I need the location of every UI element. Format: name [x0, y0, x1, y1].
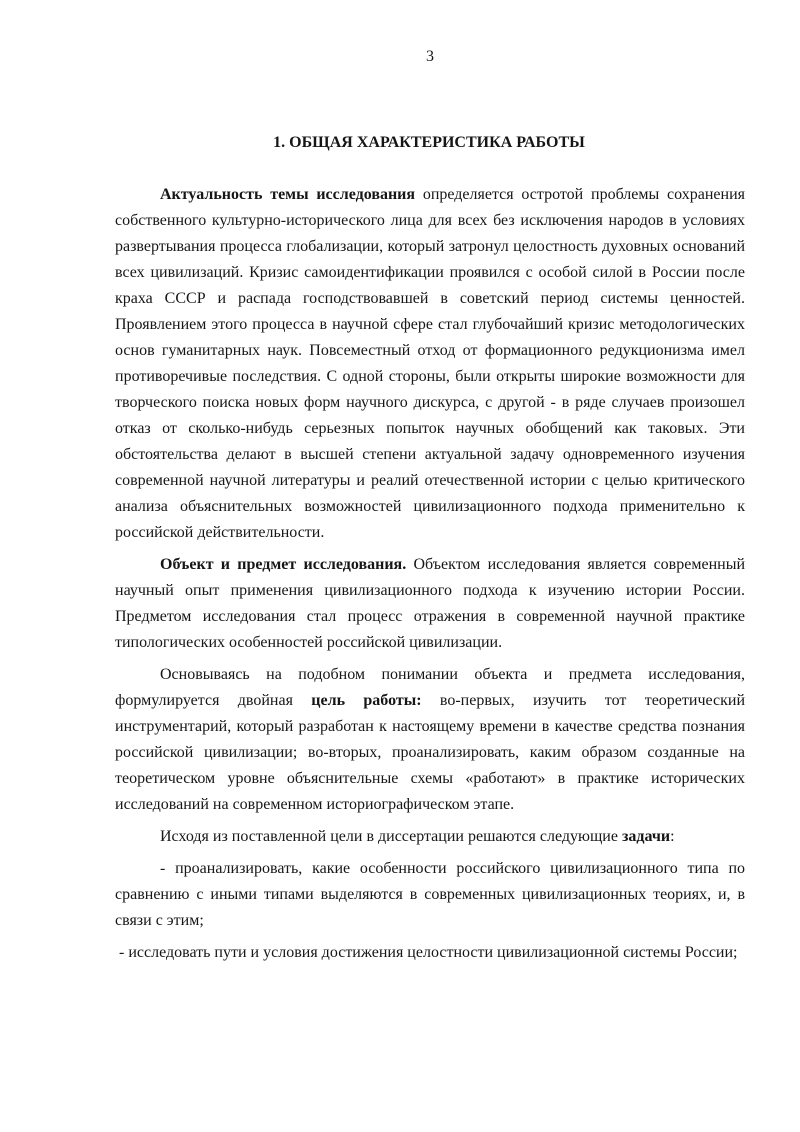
tasks-intro-bold: задачи	[621, 828, 671, 845]
goal-paragraph	[115, 662, 745, 818]
goal-text-before: Основываясь на подобном понимании объекта и предмета исследования, формулируется двойная	[115, 666, 745, 709]
object-subject-lead: Объект и предмет исследования.	[160, 556, 407, 573]
tasks-intro-after: :	[670, 828, 675, 845]
object-subject-paragraph	[115, 552, 745, 656]
relevance-lead: Актуальность темы исследования	[160, 186, 416, 203]
task-item: - проанализировать, какие особенности российского цивилизационного типа по сравнению с иными типами выделяются в современных цивилизационных теориях, и, в связи с этим;	[115, 860, 745, 929]
section-heading: 1. ОБЩАЯ ХАРАКТЕРИСТИКА РАБОТЫ	[273, 134, 585, 151]
object-subject-text: Объектом исследования является современный научный опыт применения цивилизационного подхода к изучению истории России. Предметом исследования стал процесс отражения в современной научной практике типологических особенностей российской цивилизации.	[115, 556, 746, 651]
goal-bold: цель работы:	[311, 692, 422, 709]
section-body	[115, 182, 745, 966]
goal-text-after: во-первых, изучить тот теоретический инструментарий, который разработан к настоящему времени в качестве средства познания российской цивилизации; во-вторых, проанализировать, каким образом созданные на теоретическом уровне объяснительные схемы «работают» в практике исторических исследований на современном историографическом этапе.	[115, 692, 746, 813]
relevance-text: определяется остротой проблемы сохранения собственного культурно-исторического лица для всех без исключения народов в условиях развертывания процесса глобализации, который затронул целостность духовных оснований всех цивилизаций. Кризис самоидентификации проявился с особой силой в России после краха СССР и распада господствовавшей в советский период системы ценностей. Проявлением этого процесса в научной сфере стал глубочайший кризис методологических основ гуманитарных наук. Повсеместный отход от формационного редукционизма имел противоречивые последствия. С одной стороны, были открыты широкие возможности для творческого поиска новых форм научного дискурса, с другой - в ряде случаев произошел отказ от сколько-нибудь серьезных попыток научных обобщений как таковых. Эти обстоятельства делают в высшей степени актуальной задачу одновременного изучения современной научной литературы и реалий отечественной истории с целью критического анализа объяснительных возможностей цивилизационного подхода применительно к российской действительности.	[115, 186, 746, 541]
task-item: - исследовать пути и условия достижения целостности цивилизационной системы России;	[119, 944, 738, 961]
relevance-paragraph	[115, 182, 745, 546]
tasks-intro-before: Исходя из поставленной цели в диссертации решаются следующие	[160, 828, 622, 845]
tasks-intro-paragraph	[115, 824, 745, 850]
page-number: 3	[426, 48, 434, 65]
